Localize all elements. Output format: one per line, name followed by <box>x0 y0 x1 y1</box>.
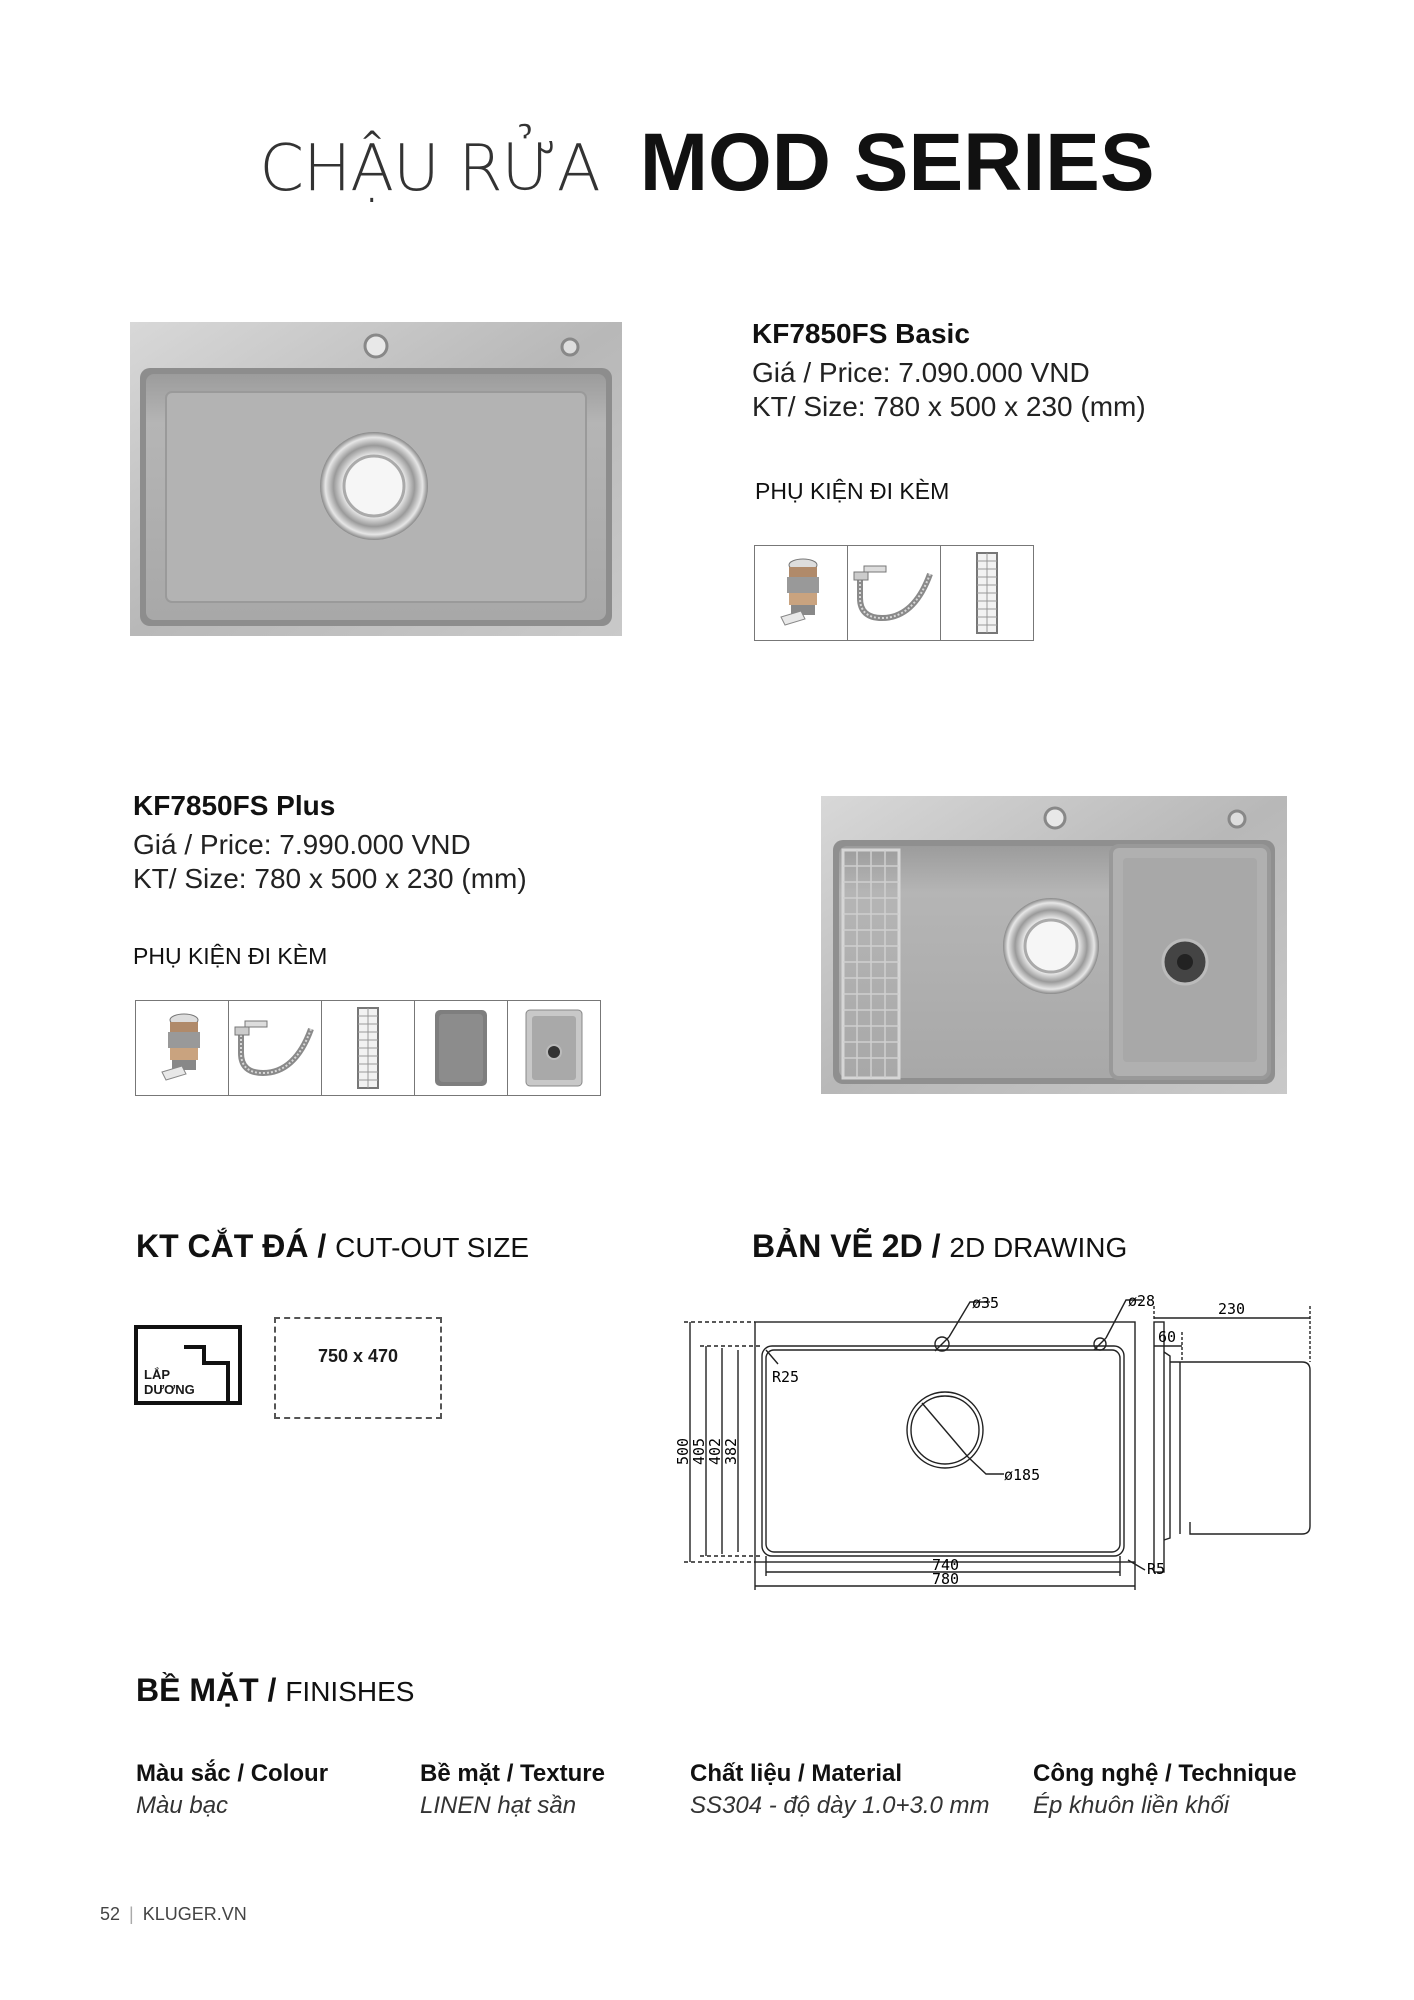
product-size: KT/ Size: 780 x 500 x 230 (mm) <box>133 863 527 894</box>
mount-line2: DƯƠNG <box>144 1382 195 1397</box>
product-image-basic <box>130 322 622 636</box>
dish-rack-icon <box>322 1001 415 1095</box>
mount-type-icon <box>134 1325 244 1407</box>
product-price: Giá / Price: 7.090.000 VND <box>752 357 1090 388</box>
dim-r5: R5 <box>1147 1560 1166 1578</box>
accessories-label: PHỤ KIỆN ĐI KÈM <box>133 943 328 969</box>
dim-d35: ø35 <box>972 1294 1000 1312</box>
dim-depth60: 60 <box>1158 1328 1177 1346</box>
dim-d28: ø28 <box>1128 1292 1156 1310</box>
finish-label: Màu sắc / Colour <box>136 1760 329 1787</box>
dim-h405: 405 <box>690 1437 708 1465</box>
page-title <box>0 118 1414 214</box>
finish-label: Chất liệu / Material <box>690 1760 903 1787</box>
finish-technique <box>1033 1760 1297 1820</box>
drawing-heading-light: 2D DRAWING <box>949 1232 1128 1263</box>
dim-r25: R25 <box>772 1368 800 1386</box>
drawing-heading-bold: BẢN VẼ 2D / <box>752 1228 941 1264</box>
finishes-heading <box>136 1672 414 1709</box>
dim-w740: 740 <box>932 1556 960 1574</box>
title-light: CHẬU RỬA <box>259 132 600 206</box>
mini-basin-icon <box>508 1001 600 1095</box>
footer-site: KLUGER.VN <box>142 1904 247 1924</box>
product-image-plus <box>821 796 1287 1094</box>
overflow-hose-icon <box>229 1001 322 1095</box>
product-name: KF7850FS Plus <box>133 790 336 821</box>
cutout-size: 750 x 470 <box>317 1345 399 1366</box>
finish-value: LINEN hạt sần <box>420 1792 577 1819</box>
dim-w780: 780 <box>932 1570 960 1588</box>
technical-drawing <box>670 1290 1320 1590</box>
finish-value: Màu bạc <box>136 1792 229 1819</box>
dim-d185: ø185 <box>1004 1466 1041 1484</box>
mount-label <box>144 1367 195 1397</box>
accessories-row-plus <box>135 1000 601 1096</box>
dim-depth230: 230 <box>1218 1300 1246 1318</box>
drawing-heading <box>752 1228 1127 1265</box>
cutout-size-box <box>274 1317 442 1419</box>
finish-colour <box>136 1760 328 1820</box>
accessories-label: PHỤ KIỆN ĐI KÈM <box>755 478 950 504</box>
accessories-row-basic <box>754 545 1034 641</box>
footer-divider: | <box>129 1904 134 1924</box>
finish-value: SS304 - độ dày 1.0+3.0 mm <box>690 1792 990 1819</box>
product-size: KT/ Size: 780 x 500 x 230 (mm) <box>752 391 1146 422</box>
cutout-heading <box>136 1228 529 1265</box>
mount-line1: LẮP <box>144 1367 170 1382</box>
overflow-hose-icon <box>848 546 941 640</box>
dim-h382: 382 <box>722 1437 740 1465</box>
cutout-heading-light: CUT-OUT SIZE <box>335 1232 530 1263</box>
cutting-board-icon <box>415 1001 508 1095</box>
finish-material <box>690 1760 990 1820</box>
dish-rack-icon <box>941 546 1033 640</box>
drain-strainer-icon <box>136 1001 229 1095</box>
dim-h402: 402 <box>706 1437 724 1465</box>
title-bold: MOD SERIES <box>639 117 1155 208</box>
cutout-heading-bold: KT CẮT ĐÁ / <box>136 1228 327 1264</box>
footer <box>100 1904 247 1925</box>
product-name: KF7850FS Basic <box>752 318 970 349</box>
finish-value: Ép khuôn liền khối <box>1033 1792 1230 1819</box>
dim-h500: 500 <box>674 1437 692 1465</box>
drain-strainer-icon <box>755 546 848 640</box>
finish-label: Bề mặt / Texture <box>420 1760 605 1787</box>
product-price: Giá / Price: 7.990.000 VND <box>133 829 471 860</box>
finish-texture <box>420 1760 605 1820</box>
finishes-heading-bold: BỀ MẶT / <box>136 1672 277 1708</box>
finish-label: Công nghệ / Technique <box>1033 1760 1297 1787</box>
page-number: 52 <box>100 1904 121 1924</box>
finishes-heading-light: FINISHES <box>285 1676 415 1707</box>
